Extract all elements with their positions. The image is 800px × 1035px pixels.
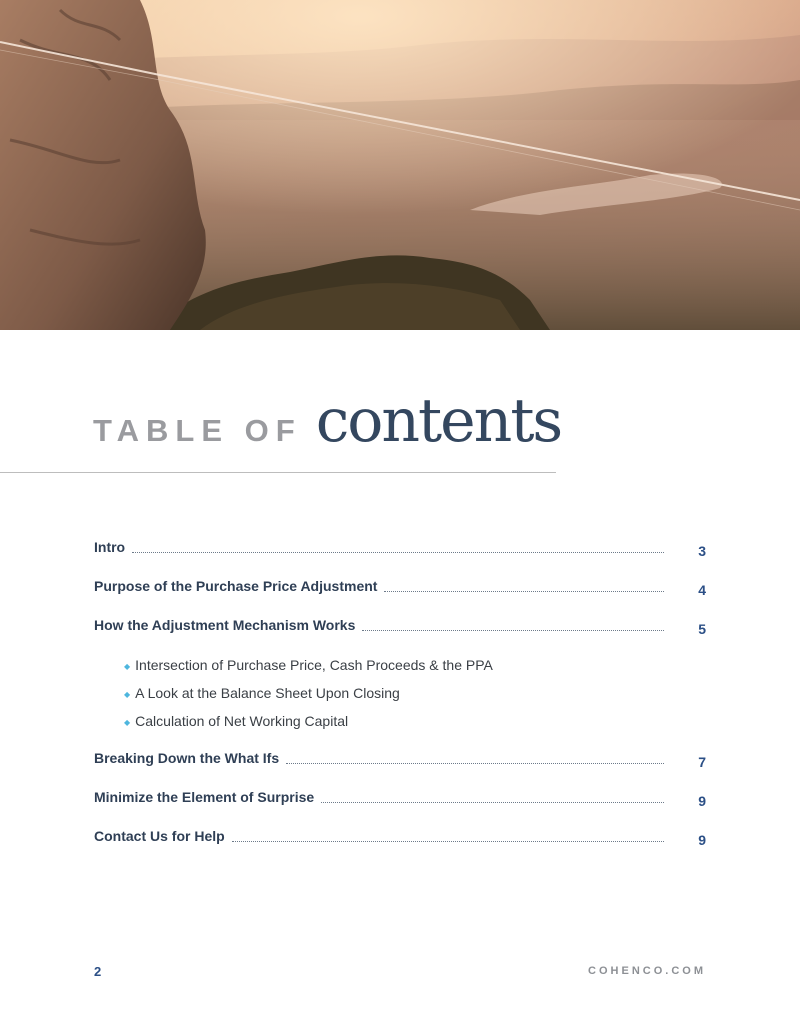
diamond-bullet-icon: ◆	[124, 689, 131, 699]
footer-website[interactable]: COHENCO.COM	[588, 965, 706, 977]
toc-entry-surprise[interactable]	[94, 786, 706, 825]
heading-table-of: TABLE OF	[93, 413, 302, 448]
toc-entry-page: 3	[698, 543, 706, 559]
toc-subitem[interactable]	[124, 651, 706, 679]
heading-divider	[0, 472, 556, 473]
toc-entry-label: Minimize the Element of Surprise	[94, 789, 315, 805]
toc-leader-dots	[362, 614, 664, 631]
toc-subitem[interactable]	[124, 707, 706, 735]
toc-entry-label: How the Adjustment Mechanism Works	[94, 617, 356, 633]
toc-leader-dots	[286, 747, 664, 764]
hero-image	[0, 0, 800, 330]
toc-entry-contact[interactable]	[94, 825, 706, 864]
toc-leader-dots	[232, 825, 664, 842]
toc-subitems	[124, 651, 706, 735]
toc-entry-page: 7	[698, 754, 706, 770]
toc-entry-page: 9	[698, 832, 706, 848]
toc-leader-dots	[132, 536, 664, 553]
toc-entry-mechanism[interactable]	[94, 614, 706, 653]
toc-entry-label: Purpose of the Purchase Price Adjustment	[94, 578, 378, 594]
toc-entry-page: 5	[698, 621, 706, 637]
toc-entry-page: 9	[698, 793, 706, 809]
toc-entry-page: 4	[698, 582, 706, 598]
diamond-bullet-icon: ◆	[124, 717, 131, 727]
toc-entry-label: Intro	[94, 539, 126, 555]
diamond-bullet-icon: ◆	[124, 661, 131, 671]
heading-contents: contents	[315, 386, 562, 456]
toc-entry-what-ifs[interactable]	[94, 747, 706, 786]
toc-entry-purpose[interactable]	[94, 575, 706, 614]
toc-subitem[interactable]	[124, 679, 706, 707]
toc-entry-label: Contact Us for Help	[94, 828, 225, 844]
toc-subitem-label: A Look at the Balance Sheet Upon Closing	[135, 685, 400, 701]
toc-heading	[93, 386, 561, 456]
toc-subitem-label: Intersection of Purchase Price, Cash Proceeds & the PPA	[135, 657, 493, 673]
table-of-contents	[94, 536, 706, 864]
toc-leader-dots	[384, 575, 664, 592]
toc-entry-intro[interactable]	[94, 536, 706, 575]
footer-page-number: 2	[94, 964, 102, 979]
toc-entry-label: Breaking Down the What Ifs	[94, 750, 280, 766]
toc-subitem-label: Calculation of Net Working Capital	[135, 713, 349, 729]
toc-leader-dots	[321, 786, 664, 803]
